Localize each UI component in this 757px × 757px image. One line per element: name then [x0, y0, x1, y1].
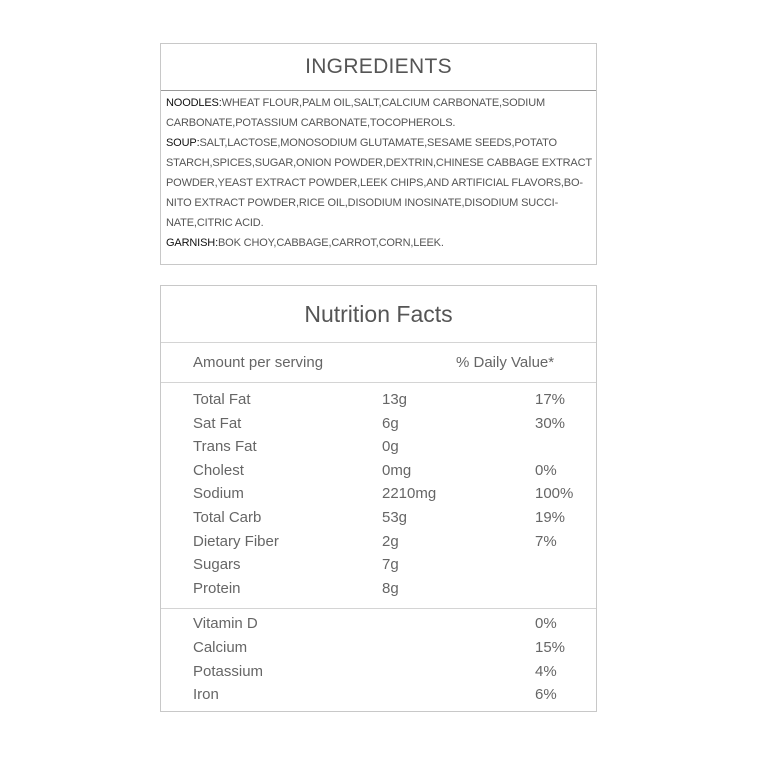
ingredients-line [166, 133, 592, 153]
ingredients-line [166, 193, 592, 213]
ingredients-text: SALT,LACTOSE,MONOSODIUM GLUTAMATE,SESAME SEEDS,POTATO [199, 137, 557, 149]
section-label-garnish: GARNISH: [166, 237, 218, 249]
nutrient-daily-value: 100% [535, 485, 574, 503]
nutrient-amount: 0mg [382, 461, 412, 479]
section-label-soup: SOUP: [166, 137, 200, 149]
ingredients-text: BOK CHOY,CABBAGE,CARROT,CORN,LEEK. [217, 237, 444, 249]
vitamin-row-vitamin-d [161, 612, 596, 636]
vitamin-mineral-list [161, 609, 596, 706]
nutrient-row-total-fat [161, 388, 596, 412]
ingredients-line [166, 153, 592, 173]
nutrient-row-cholest [161, 459, 596, 483]
ingredients-line [166, 213, 592, 233]
ingredients-text: NATE,CITRIC ACID. [166, 217, 264, 229]
ingredients-line [166, 93, 592, 113]
nutrition-facts-panel [160, 285, 597, 712]
nutrient-name: Trans Fat [193, 438, 257, 456]
nutrient-name: Total Fat [193, 391, 251, 408]
nutrient-daily-value: 17% [535, 391, 566, 408]
ingredients-text: STARCH,SPICES,SUGAR,ONION POWDER,DEXTRIN,CHINESE CABBAGE EXTRACT [166, 157, 592, 169]
nutrient-amount: 2g [382, 532, 399, 550]
ingredients-text: CARBONATE,POTASSIUM CARBONATE,TOCOPHEROLS. [166, 117, 456, 129]
nutrient-daily-value: 30% [535, 414, 566, 432]
vitamin-row-calcium [161, 636, 596, 660]
nutrient-amount: 53g [382, 508, 408, 526]
vitamin-daily-value: 15% [535, 638, 566, 656]
nutrient-amount: 2210mg [382, 485, 437, 503]
vitamin-daily-value: 4% [535, 662, 557, 680]
ingredients-line [166, 173, 592, 193]
nutrition-column-header [161, 343, 596, 383]
vitamin-name: Potassium [193, 662, 264, 680]
vitamin-name: Iron [193, 686, 219, 704]
nutrient-name: Dietary Fiber [193, 532, 279, 550]
nutrient-name: Sodium [193, 485, 244, 503]
nutrient-amount: 7g [382, 556, 399, 574]
ingredients-text: NITO EXTRACT POWDER,RICE OIL,DISODIUM INOSINATE,DISODIUM SUCCI- [166, 197, 559, 209]
vitamin-name: Vitamin D [193, 615, 258, 633]
nutrient-name: Sugars [193, 556, 241, 574]
vitamin-name: Calcium [193, 638, 248, 656]
ingredients-title: INGREDIENTS [161, 44, 596, 91]
nutrient-amount: 13g [382, 391, 408, 408]
vitamin-daily-value: 6% [535, 686, 557, 704]
nutrient-row-total-carb [161, 506, 596, 530]
vitamin-row-iron [161, 683, 596, 707]
ingredients-list [161, 91, 596, 253]
nutrition-title: Nutrition Facts [161, 286, 596, 343]
ingredients-text: WHEAT FLOUR,PALM OIL,SALT,CALCIUM CARBONATE,SODIUM [221, 97, 546, 109]
nutrient-amount: 8g [382, 579, 399, 597]
ingredients-text: POWDER,YEAST EXTRACT POWDER,LEEK CHIPS,AND ARTIFICIAL FLAVORS,BO- [166, 177, 583, 189]
nutrient-daily-value: 0% [535, 461, 557, 479]
nutrient-name: Protein [193, 579, 241, 597]
nutrient-name: Sat Fat [193, 414, 242, 432]
daily-value-label: % Daily Value* [456, 354, 555, 371]
nutrient-name: Cholest [193, 461, 244, 479]
ingredients-panel [160, 43, 597, 265]
section-label-noodles: NOODLES: [166, 97, 222, 109]
nutrient-daily-value: 7% [535, 532, 557, 550]
nutrient-row-sat-fat [161, 412, 596, 436]
nutrient-daily-value: 19% [535, 508, 566, 526]
nutrient-list [161, 383, 596, 609]
nutrient-amount: 6g [382, 414, 399, 432]
vitamin-row-potassium [161, 660, 596, 684]
nutrient-row-protein [161, 577, 596, 601]
nutrient-row-sugars [161, 553, 596, 577]
nutrient-row-sodium [161, 482, 596, 506]
nutrient-row-dietary-fiber [161, 530, 596, 554]
ingredients-line [166, 113, 592, 133]
nutrient-row-trans-fat [161, 435, 596, 459]
amount-per-serving-label: Amount per serving [193, 354, 324, 371]
vitamin-daily-value: 0% [535, 615, 557, 633]
ingredients-line [166, 233, 592, 253]
nutrient-amount: 0g [382, 438, 399, 456]
nutrient-name: Total Carb [193, 508, 262, 526]
